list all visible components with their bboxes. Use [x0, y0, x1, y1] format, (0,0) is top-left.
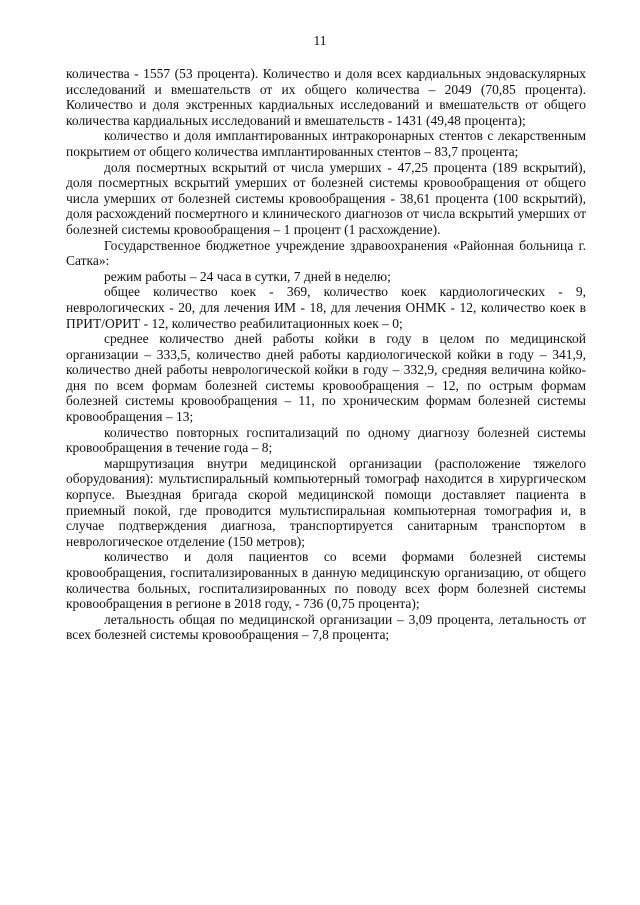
paragraph-bed-days: среднее количество дней работы койки в году в целом по медицинской организации – 333,5, количество дней работы кардиологической койки в году – 341,9, количество дней работы неврологической койки в году – 332,9, средняя величина койко-дня по всем формам болезней системы кровообращения – 12, по острым формам болезней системы кровообращения – 11, по хроническим формам болезней системы кровообращения – 13;	[66, 331, 586, 425]
body-text	[66, 66, 586, 643]
page-number: 11	[313, 33, 327, 48]
paragraph-hospital-name: Государственное бюджетное учреждение здравоохранения «Районная больница г. Сатка»:	[66, 237, 586, 269]
paragraph-autopsies: доля посмертных вскрытий от числа умерших - 47,25 процента (189 вскрытий), доля посмертных вскрытий умерших от болезней системы кровообращения от общего числа умерших от болезней системы кровообращения - 38,61 процента (100 вскрытий), доля расхождений посмертного и клинического диагнозов от числа вскрытий умерших от болезней системы кровообращения – 1 процент (1 расхождение).	[66, 159, 586, 237]
paragraph-routing: маршрутизация внутри медицинской организации (расположение тяжелого оборудования): мультиспиральный компьютерный томограф находится в хирургическом корпусе. Выездная бригада скорой медицинской помощи доставляет пациента в приемный покой, где проводится мультиспиральная компьютерная томография и, в случае подтверждения диагноза, транспортируется санитарным транспортом в неврологическое отделение (150 метров);	[66, 455, 586, 549]
paragraph-work-schedule: режим работы – 24 часа в сутки, 7 дней в неделю;	[104, 268, 391, 284]
paragraph-bed-counts: общее количество коек - 369, количество коек кардиологических - 9, неврологических - 20, для лечения ИМ - 18, для лечения ОНМК - 12, количество коек в ПРИТ/ОРИТ - 12, количество реабилитационных коек – 0;	[66, 284, 586, 331]
paragraph-pci-counts: количества - 1557 (53 процента). Количество и доля всех кардиальных эндоваскулярных исследований и вмешательств от их общего количества – 2049 (70,85 процента). Количество и доля экстренных кардиальных исследований и вмешательств от общего количества кардиальных исследований и вмешательств - 1431 (49,48 процента);	[66, 66, 586, 128]
paragraph-stents: количество и доля имплантированных интракоронарных стентов с лекарственным покрытием от общего количества имплантированных стентов – 83,7 процента;	[66, 128, 586, 159]
paragraph-patient-share: количество и доля пациентов со всеми формами болезней системы кровообращения, госпитализированных в данную медицинскую организацию, от общего количества больных, госпитализированных по поводу всех форм болезней системы кровообращения в регионе в 2018 году, - 736 (0,75 процента);	[66, 549, 586, 612]
paragraph-mortality: летальность общая по медицинской организации – 3,09 процента, летальность от всех болезней системы кровообращения – 7,8 процента;	[66, 611, 586, 643]
paragraph-readmissions: количество повторных госпитализаций по одному диагнозу болезней системы кровообращения в течение года – 8;	[66, 424, 586, 456]
